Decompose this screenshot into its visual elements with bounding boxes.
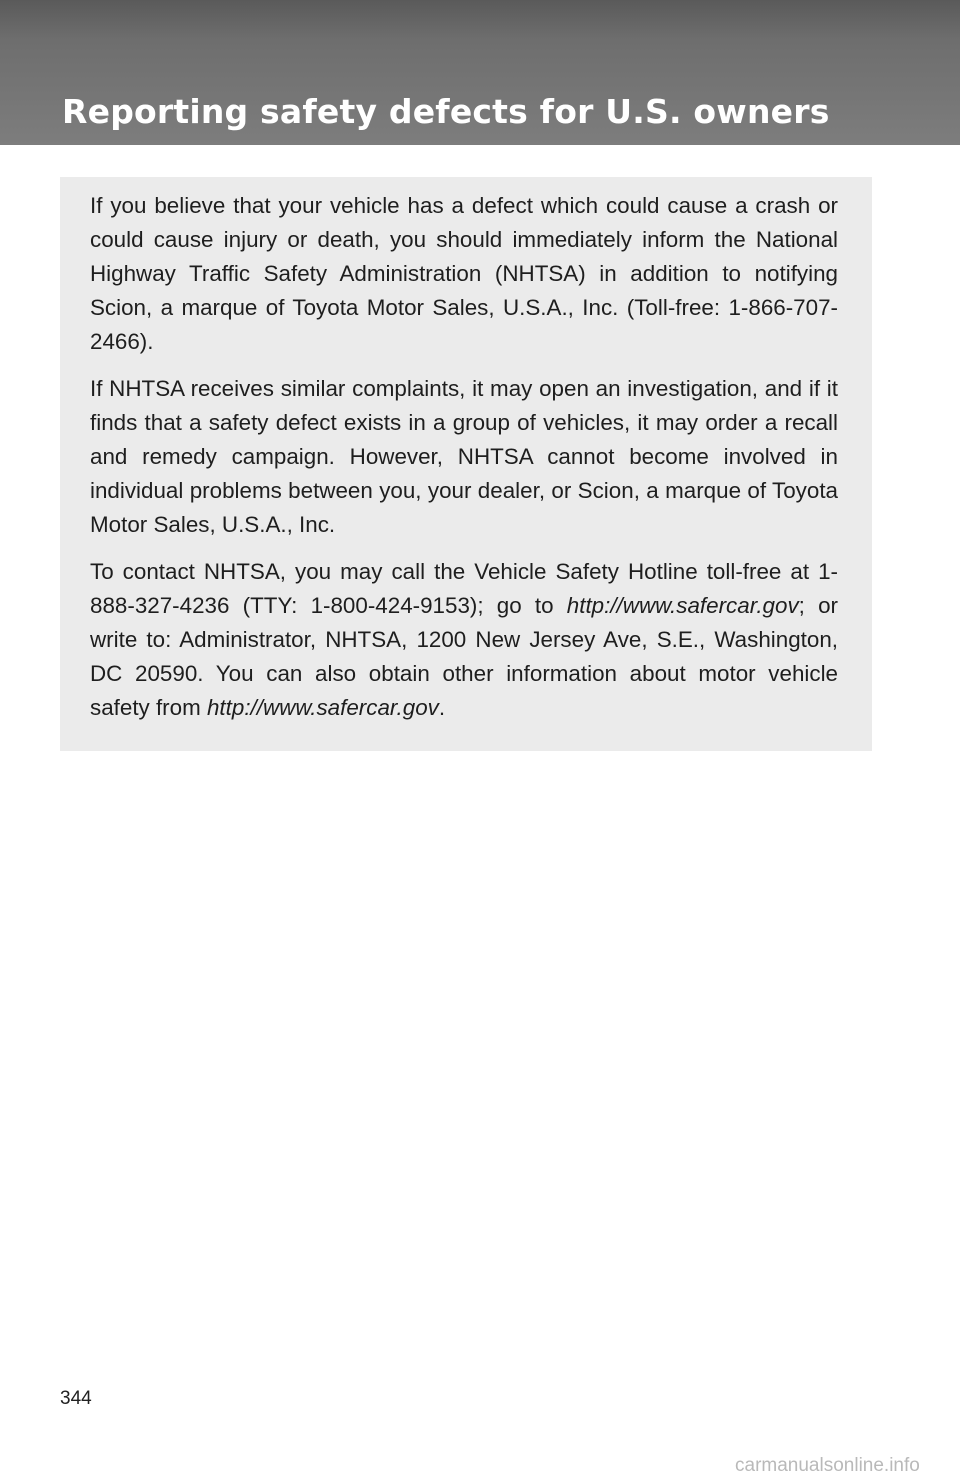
page-number: 344: [60, 1388, 92, 1409]
safercar-link-2[interactable]: http://www.safercar.gov: [206, 695, 439, 720]
contact-text-part1: To contact NHTSA, you may call the Vehicle Safety Hotline toll-free at 1-888-327-4236 (TTY: 1-800-424-9153); go to: [90, 559, 838, 618]
paragraph-contact-nhtsa: [90, 555, 838, 725]
watermark: carmanualsonline.info: [735, 1455, 920, 1476]
info-box: [60, 177, 872, 751]
paragraph-nhtsa-investigation: If NHTSA receives similar complaints, it may open an investigation, and if it finds that a safety defect exists in a group of vehicles, it may order a recall and remedy campaign. However, NHTSA cannot become involved in individual problems between you, your dealer, or Scion, a marque of Toyota Motor Sales, U.S.A., Inc.: [90, 376, 838, 537]
safercar-link-1[interactable]: http://www.safercar.gov: [566, 593, 799, 618]
contact-text-part3: .: [438, 695, 446, 720]
paragraph-report-defect: If you believe that your vehicle has a defect which could cause a crash or could cause injury or death, you should immediately inform the National Highway Traffic Safety Administration (NHTSA) in addition to notifying Scion, a marque of Toyota Motor Sales, U.S.A., Inc. (Toll-free: 1-866-707-2466).: [90, 193, 838, 354]
contact-text-part2: ; or write to: Administrator, NHTSA, 1200 New Jersey Ave, S.E., Washington, DC 20590. You can also obtain other information about motor vehicle safety from: [90, 593, 838, 720]
page-title: Reporting safety defects for U.S. owners: [62, 92, 830, 131]
header-band: [0, 0, 960, 145]
